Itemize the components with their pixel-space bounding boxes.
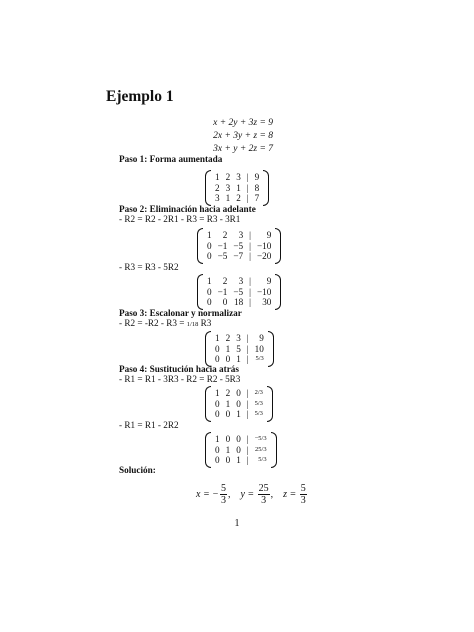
matrix-cell: −5 [233, 240, 244, 251]
page-title: Ejemplo 1 [106, 88, 174, 105]
matrix-cell: | [246, 388, 249, 398]
step2-operation-2: - R3 = R3 - 5R2 [119, 262, 179, 272]
right-paren [268, 331, 274, 367]
step3-operation-fraction: 1/18 [186, 321, 199, 328]
step4-operation-1: - R1 = R1 - 3R3 - R2 = R2 - 5R3 [119, 374, 241, 384]
solution-y-denominator: 3 [261, 495, 267, 506]
matrix-row [212, 445, 270, 456]
solution-y-numerator: 25 [258, 483, 269, 494]
matrix-cell: 2 [236, 193, 241, 203]
matrix-cell: 1 [215, 333, 220, 343]
step4-matrix-2 [212, 434, 270, 466]
step1-heading: Paso 1: Forma aumentada [119, 154, 223, 164]
step3-heading: Paso 3: Escalonar y normalizar [119, 308, 242, 318]
matrix-row [204, 297, 274, 308]
matrix-cell: 2 [225, 172, 231, 182]
matrix-row [204, 230, 274, 241]
matrix-cell: 0 [207, 240, 212, 251]
matrix-cell: | [246, 434, 249, 444]
right-paren [271, 432, 277, 468]
matrix-cell: 3 [236, 333, 241, 343]
matrix-cell: −1 [217, 240, 228, 251]
step3-operation-suffix: R3 [198, 318, 212, 328]
matrix-row [204, 251, 274, 262]
right-paren [263, 170, 269, 206]
step3-matrix [212, 333, 267, 365]
matrix-cell: | [246, 182, 249, 193]
matrix-cell: | [246, 398, 249, 409]
matrix-cell: 25/3 [255, 445, 267, 453]
matrix-row [212, 409, 266, 420]
matrix-row [212, 193, 262, 204]
matrix-cell: 1 [225, 444, 231, 455]
matrix-cell: 3 [238, 230, 244, 240]
step4-heading: Paso 4: Sustitución hacia atrás [119, 364, 239, 374]
step2-operation-1: - R2 = R2 - 2R1 - R3 = R3 - 3R1 [119, 214, 241, 224]
matrix-cell: | [246, 333, 249, 343]
step1-matrix [212, 172, 262, 204]
matrix-cell: 0 [236, 388, 241, 398]
solution-x-label: x = − [196, 488, 219, 500]
matrix-cell: 9 [254, 172, 260, 182]
solution-x-denominator: 3 [220, 495, 226, 506]
matrix-row [212, 344, 267, 355]
matrix-row [212, 333, 267, 344]
matrix-cell: 1 [236, 182, 241, 193]
matrix-cell: 0 [236, 444, 241, 455]
matrix-cell: 1 [207, 276, 212, 286]
step2-matrix-1 [204, 230, 274, 262]
matrix-cell: −10 [257, 240, 272, 251]
matrix-row [212, 399, 266, 410]
matrix-cell: 0 [207, 251, 212, 261]
matrix-cell: 5 [236, 343, 241, 354]
matrix-cell: 0 [225, 455, 231, 465]
step3-operation-1 [119, 318, 211, 328]
matrix-cell: 0 [222, 297, 228, 307]
matrix-cell: | [249, 297, 251, 307]
matrix-row [204, 287, 274, 298]
matrix-cell: −1 [217, 286, 228, 297]
matrix-cell: 5/3 [254, 410, 263, 417]
matrix-row [204, 241, 274, 252]
right-paren [267, 386, 273, 422]
matrix-row [212, 172, 262, 183]
matrix-cell: 1 [225, 398, 231, 409]
matrix-row [212, 434, 270, 445]
matrix-cell: | [246, 193, 249, 203]
matrix-cell: | [246, 172, 249, 182]
matrix-cell: 3 [238, 276, 244, 286]
matrix-cell: | [249, 276, 251, 286]
matrix-cell: 5/3 [254, 399, 263, 407]
matrix-cell: 9 [266, 230, 272, 240]
matrix-cell: 0 [225, 409, 231, 419]
right-paren [275, 228, 281, 264]
matrix-cell: −5 [217, 251, 228, 261]
matrix-cell: 2 [222, 230, 228, 240]
matrix-cell: 3 [236, 172, 241, 182]
matrix-cell: 0 [215, 398, 220, 409]
step2-heading: Paso 2: Eliminación hacia adelante [119, 204, 256, 214]
left-paren [205, 386, 211, 422]
matrix-cell: 1 [207, 230, 212, 240]
matrix-cell: −5/3 [254, 435, 267, 442]
matrix-cell: | [246, 455, 249, 465]
matrix-cell: | [249, 240, 251, 251]
solution-y-fraction [258, 483, 270, 506]
matrix-cell: 5/3 [258, 456, 267, 463]
matrix-cell: 2 [215, 182, 220, 193]
solution-x-fraction [220, 483, 227, 506]
matrix-cell: 0 [215, 455, 220, 465]
matrix-cell: 0 [207, 297, 212, 307]
matrix-cell: 3 [215, 193, 220, 203]
matrix-cell: | [249, 230, 251, 240]
matrix-cell: 1 [225, 343, 231, 354]
matrix-cell: 2 [225, 333, 231, 343]
matrix-cell: 8 [254, 182, 260, 193]
left-paren [205, 331, 211, 367]
solution-z-fraction [300, 483, 307, 506]
solution-z-numerator: 5 [300, 483, 306, 494]
matrix-cell: 3 [225, 182, 231, 193]
equation-system [205, 117, 273, 156]
equation-2: 2x + 3y + z = 8 [213, 131, 273, 141]
matrix-cell: 0 [236, 398, 241, 409]
matrix-cell: 0 [215, 409, 220, 419]
left-paren [205, 170, 211, 206]
matrix-cell: 9 [266, 276, 272, 286]
matrix-cell: | [249, 251, 251, 261]
matrix-cell: −20 [257, 251, 272, 261]
right-paren [275, 274, 281, 310]
solution-values: x = − $\frac{5}{3}$ , y = $\frac{25}{3}$ , z = $\frac{5}{3}$ [196, 483, 306, 506]
matrix-cell: 0 [225, 434, 231, 444]
step4-matrix-1 [212, 388, 266, 420]
matrix-row [212, 354, 267, 365]
matrix-cell: 0 [236, 434, 241, 444]
matrix-cell: −10 [257, 286, 272, 297]
left-paren [205, 432, 211, 468]
matrix-cell: 2 [225, 388, 231, 398]
matrix-cell: | [246, 444, 249, 455]
solution-z-denominator: 3 [300, 495, 306, 506]
matrix-cell: 5/3 [255, 355, 264, 362]
matrix-cell: | [246, 409, 249, 419]
step2-matrix-2 [204, 276, 274, 308]
matrix-cell: 9 [259, 333, 264, 343]
page-number: 1 [234, 518, 240, 529]
matrix-cell: −7 [233, 251, 244, 261]
matrix-cell: 0 [215, 343, 220, 354]
matrix-cell: 7 [254, 193, 260, 203]
matrix-cell: −5 [233, 286, 244, 297]
solution-x-numerator: 5 [220, 483, 226, 494]
matrix-cell: 0 [207, 286, 212, 297]
matrix-cell: 18 [233, 297, 244, 307]
matrix-cell: 1 [225, 193, 231, 203]
matrix-cell: 1 [215, 434, 220, 444]
matrix-cell: 1 [236, 409, 241, 419]
matrix-cell: | [246, 354, 249, 364]
matrix-cell: 2 [222, 276, 228, 286]
step4-operation-2: - R1 = R1 - 2R2 [119, 420, 179, 430]
matrix-row [212, 455, 270, 466]
matrix-cell: 1 [215, 388, 220, 398]
matrix-cell: 0 [215, 354, 220, 364]
matrix-cell: 2/3 [254, 389, 263, 396]
equation-1: x + 2y + 3z = 9 [213, 118, 273, 128]
matrix-cell: 1 [236, 455, 241, 465]
matrix-row [212, 183, 262, 194]
matrix-cell: 1 [236, 354, 241, 364]
left-paren [197, 228, 203, 264]
matrix-cell: 1 [215, 172, 220, 182]
solution-heading: Solución: [119, 465, 156, 475]
matrix-cell: | [246, 343, 249, 354]
matrix-cell: 0 [225, 354, 231, 364]
matrix-row [212, 388, 266, 399]
matrix-cell: 10 [254, 343, 264, 354]
solution-z-label: z = [283, 488, 299, 500]
left-paren [197, 274, 203, 310]
step3-operation-text: - R2 = -R2 - R3 = [119, 318, 187, 328]
matrix-cell: 30 [262, 297, 272, 307]
matrix-cell: | [249, 286, 251, 297]
matrix-row [204, 276, 274, 287]
matrix-cell: 0 [215, 444, 220, 455]
solution-y-label: y = [240, 488, 257, 500]
equation-3: 3x + y + 2z = 7 [213, 144, 273, 154]
